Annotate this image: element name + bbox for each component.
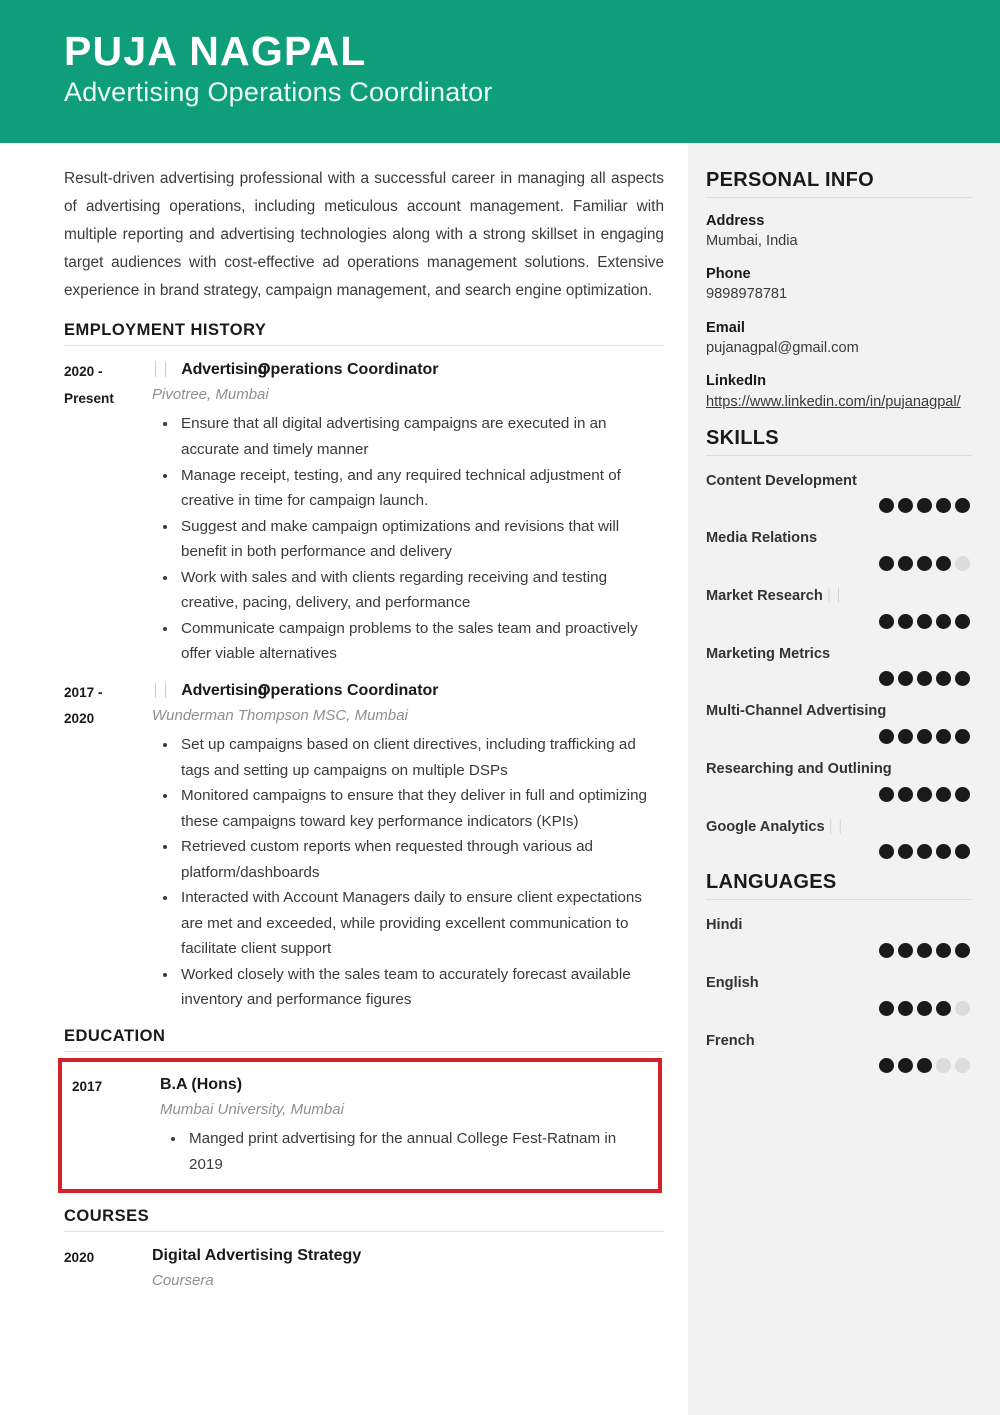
- skill-name: Multi-Channel Advertising: [706, 703, 887, 720]
- sidebar: [688, 143, 1000, 1415]
- missing-glyph-icon: ││: [827, 818, 847, 833]
- education-entry-degree: B.A (Hons): [160, 1075, 243, 1093]
- main-column: [0, 143, 688, 1415]
- education-entry-body: [160, 1073, 648, 1177]
- list-item: • Communicate campaign problems to the sales team and proactively offer viable alternatives: [178, 616, 664, 667]
- rating-dot-filled: [955, 729, 970, 744]
- education-entry-bullets: [160, 1126, 648, 1177]
- rating-dot-filled: [955, 614, 970, 629]
- education-highlight-box: [58, 1058, 662, 1193]
- rating-dot-filled: [879, 614, 894, 629]
- language-row: [706, 1032, 972, 1074]
- rating-dot-filled: [898, 556, 913, 571]
- rating-dot-filled: [879, 729, 894, 744]
- rating-dot-filled: [898, 614, 913, 629]
- languages-heading: LANGUAGES: [706, 871, 972, 900]
- rating-dot-filled: [917, 943, 932, 958]
- list-item: • Monitored campaigns to ensure that they deliver in full and optimizing these campaigns toward key performance indicators (KPIs): [178, 783, 664, 834]
- rating-dot-filled: [936, 943, 951, 958]
- list-item: • Work with sales and with clients regarding receiving and testing creative, pacing, delivery, and performance: [178, 565, 664, 616]
- personal-info-address: [706, 211, 972, 251]
- rating-dot-filled: [936, 498, 951, 513]
- skill-row: [706, 587, 972, 629]
- rating-dot-filled: [955, 787, 970, 802]
- employment-heading: EMPLOYMENT HISTORY: [64, 321, 664, 346]
- missing-glyph-icon: ││: [152, 361, 173, 377]
- employment-role-part-two: Operations Coordinator: [258, 361, 439, 379]
- education-heading: EDUCATION: [64, 1027, 664, 1052]
- professional-summary: Result-driven advertising professional with a successful career in managing all aspects of advertising operations, including meticulous account management. Familiar with multiple reporting and advertising technologies along with a strong skillset in engaging target audiences with cost-effective ad operations management solutions. Extensive experience in brand strategy, campaign management, and search engine optimization.: [64, 170, 664, 300]
- candidate-job-title: Advertising Operations Coordinator: [64, 77, 493, 108]
- rating-dot-filled: [936, 614, 951, 629]
- employment-entry-role: [152, 679, 664, 703]
- rating-dot-filled: [955, 671, 970, 686]
- candidate-name: PUJA NAGPAL: [64, 28, 367, 74]
- list-item: • Retrieved custom reports when requested through various ad platform/dashboards: [178, 834, 664, 885]
- course-entry-date: 2020: [64, 1250, 95, 1266]
- rating-dot-filled: [898, 498, 913, 513]
- list-item: • Suggest and make campaign optimizations and revisions that will benefit in both performance and delivery: [178, 514, 664, 565]
- skill-row: [706, 529, 972, 571]
- language-row: [706, 974, 972, 1016]
- rating-dot-filled: [917, 729, 932, 744]
- employment-entry-organization: Pivotree, Mumbai: [152, 386, 269, 404]
- course-entry-body: [152, 1244, 664, 1293]
- employment-role-part-one: Advertising: [181, 681, 268, 699]
- rating-dot-filled: [879, 787, 894, 802]
- date-line-start: 2020 -: [64, 364, 103, 380]
- course-entry-organization: Coursera: [152, 1272, 214, 1290]
- rating-dot-filled: [955, 844, 970, 859]
- rating-dot-filled: [955, 943, 970, 958]
- rating-dot-filled: [879, 1001, 894, 1016]
- personal-info-linkedin: [706, 371, 972, 415]
- info-value: Mumbai, India: [706, 233, 798, 250]
- rating-dot-empty: [955, 556, 970, 571]
- info-label: Email: [706, 319, 745, 336]
- date-line-start: 2017 -: [64, 684, 103, 700]
- employment-entry-body: [152, 358, 664, 667]
- rating-dot-filled: [898, 943, 913, 958]
- course-entry-title: Digital Advertising Strategy: [152, 1247, 362, 1265]
- employment-entry-role: [152, 358, 664, 382]
- skill-rating: [706, 614, 972, 629]
- language-name: English: [706, 975, 759, 992]
- skill-rating: [706, 787, 972, 802]
- skill-name: [706, 818, 972, 838]
- skills-heading: SKILLS: [706, 427, 972, 456]
- rating-dot-filled: [917, 1058, 932, 1073]
- education-entry: [72, 1073, 648, 1177]
- skill-rating: [706, 498, 972, 513]
- rating-dot-filled: [917, 498, 932, 513]
- rating-dot-filled: [879, 1058, 894, 1073]
- rating-dot-filled: [917, 787, 932, 802]
- rating-dot-filled: [898, 787, 913, 802]
- rating-dot-filled: [879, 943, 894, 958]
- skill-row: [706, 760, 972, 802]
- rating-dot-filled: [917, 614, 932, 629]
- rating-dot-filled: [936, 1001, 951, 1016]
- date-line-end: 2020: [64, 711, 95, 727]
- rating-dot-filled: [898, 729, 913, 744]
- employment-role-part-two: Operations Coordinator: [258, 681, 439, 699]
- skill-name: [706, 587, 972, 607]
- employment-entry-date: [64, 358, 152, 412]
- rating-dot-filled: [879, 844, 894, 859]
- info-value: pujanagpal@gmail.com: [706, 339, 859, 356]
- employment-entry-bullets: [152, 732, 664, 1013]
- rating-dot-filled: [898, 1058, 913, 1073]
- language-rating: [706, 1001, 972, 1016]
- education-entry-date: 2017: [72, 1078, 103, 1094]
- info-label: Address: [706, 213, 765, 229]
- skill-rating: [706, 729, 972, 744]
- employment-entry: [64, 358, 664, 667]
- missing-glyph-icon: ││: [825, 587, 845, 602]
- skill-row: [706, 818, 972, 860]
- employment-role-part-one: Advertising: [181, 361, 268, 379]
- list-item: • Manged print advertising for the annual College Fest-Ratnam in 2019: [186, 1126, 648, 1177]
- rating-dot-filled: [898, 671, 913, 686]
- rating-dot-filled: [917, 671, 932, 686]
- rating-dot-filled: [917, 556, 932, 571]
- linkedin-url-link[interactable]: https://www.linkedin.com/in/pujanagpal/: [706, 393, 961, 410]
- skill-name: Content Development: [706, 472, 857, 489]
- skill-name: Researching and Outlining: [706, 760, 892, 777]
- rating-dot-filled: [955, 498, 970, 513]
- rating-dot-filled: [936, 729, 951, 744]
- language-rating: [706, 943, 972, 958]
- language-rating: [706, 1058, 972, 1073]
- employment-entry-date: [64, 679, 152, 733]
- courses-heading: COURSES: [64, 1207, 664, 1232]
- skill-row: [706, 645, 972, 687]
- employment-section: [64, 321, 664, 1013]
- employment-entry: [64, 679, 664, 1013]
- skill-rating: [706, 671, 972, 686]
- language-row: [706, 916, 972, 958]
- list-item: • Worked closely with the sales team to accurately forecast available inventory and performance figures: [178, 962, 664, 1013]
- personal-info-heading: PERSONAL INFO: [706, 169, 972, 198]
- skill-row: [706, 472, 972, 514]
- skill-name-text: Market Research: [706, 587, 823, 604]
- info-label: LinkedIn: [706, 372, 766, 389]
- rating-dot-empty: [955, 1001, 970, 1016]
- rating-dot-filled: [898, 844, 913, 859]
- rating-dot-filled: [917, 1001, 932, 1016]
- skill-row: [706, 702, 972, 744]
- rating-dot-filled: [936, 671, 951, 686]
- course-entry: [64, 1244, 664, 1293]
- rating-dot-filled: [936, 844, 951, 859]
- rating-dot-empty: [955, 1058, 970, 1073]
- missing-glyph-icon: ││: [152, 681, 173, 697]
- education-section: [64, 1027, 664, 1193]
- resume-body: [0, 143, 1000, 1415]
- rating-dot-empty: [936, 1058, 951, 1073]
- skill-name: Marketing Metrics: [706, 645, 831, 662]
- rating-dot-filled: [936, 556, 951, 571]
- skill-name-text: Google Analytics: [706, 818, 825, 835]
- rating-dot-filled: [879, 556, 894, 571]
- info-value: 9898978781: [706, 286, 788, 303]
- language-name: Hindi: [706, 917, 743, 934]
- skill-rating: [706, 844, 972, 859]
- employment-entry-organization: Wunderman Thompson MSC, Mumbai: [152, 706, 408, 724]
- personal-info-email: [706, 318, 972, 358]
- list-item: • Set up campaigns based on client directives, including trafficking ad tags and setting up campaigns on multiple DSPs: [178, 732, 664, 783]
- education-entry-organization: Mumbai University, Mumbai: [160, 1100, 344, 1118]
- rating-dot-filled: [879, 671, 894, 686]
- courses-section: [64, 1207, 664, 1293]
- rating-dot-filled: [917, 844, 932, 859]
- skill-rating: [706, 556, 972, 571]
- rating-dot-filled: [879, 498, 894, 513]
- list-item: • Manage receipt, testing, and any required technical adjustment of creative in time for campaign launch.: [178, 463, 664, 514]
- info-label: Phone: [706, 266, 751, 283]
- date-line-end: Present: [64, 390, 114, 406]
- rating-dot-filled: [936, 787, 951, 802]
- personal-info-phone: [706, 264, 972, 304]
- language-name: French: [706, 1032, 755, 1049]
- list-item: • Ensure that all digital advertising campaigns are executed in an accurate and timely manner: [178, 411, 664, 462]
- skill-name: Media Relations: [706, 530, 818, 547]
- resume-header: [0, 0, 1000, 143]
- employment-entry-bullets: [152, 411, 664, 666]
- list-item: • Interacted with Account Managers daily to ensure client expectations are met and exceeded, while providing excellent communication to facilitate client support: [178, 885, 664, 962]
- employment-entry-body: [152, 679, 664, 1013]
- rating-dot-filled: [898, 1001, 913, 1016]
